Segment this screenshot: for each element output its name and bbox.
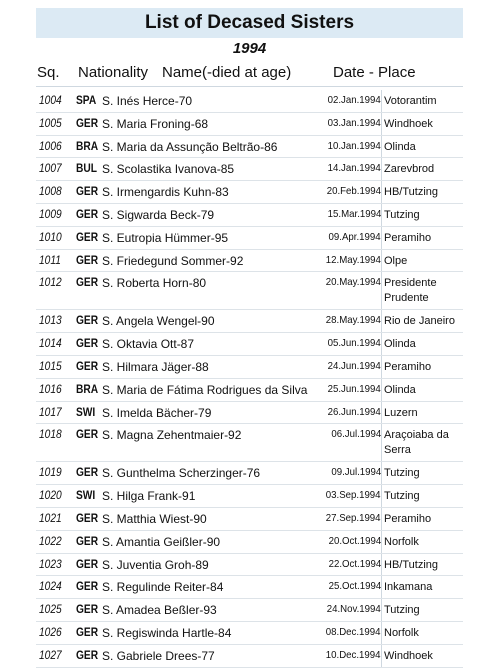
row-place: Norfolk — [384, 535, 419, 548]
row-name: S. Sigwarda Beck-79 — [102, 208, 215, 222]
column-divider — [381, 356, 382, 379]
column-divider — [381, 379, 382, 402]
table-row — [36, 557, 463, 580]
row-nationality: GER — [76, 313, 99, 328]
row-name: S. Irmengardis Kuhn-83 — [102, 185, 229, 200]
row-place: Windhoek — [384, 117, 433, 130]
row-sequence: 1017 — [39, 404, 62, 419]
table-row — [36, 405, 463, 428]
row-date: 03.Jan.1994 — [327, 116, 381, 129]
row-sequence: 1020 — [39, 488, 62, 503]
column-divider — [381, 333, 382, 356]
row-name: S. Friedegund Sommer-92 — [102, 253, 244, 268]
row-date: 15.Mar.1994 — [327, 208, 381, 220]
column-header-nationality: Nationality — [78, 64, 149, 81]
row-divider — [36, 157, 463, 158]
row-place: Olpe — [384, 254, 408, 267]
row-date: 08.Dec.1994 — [326, 626, 381, 638]
table-row — [36, 116, 463, 139]
row-name: S. Magna Zehentmaier-92 — [102, 428, 242, 443]
row-date: 27.Sep.1994 — [326, 512, 381, 524]
row-date: 24.Jun.1994 — [327, 360, 381, 372]
row-nationality: GER — [76, 184, 99, 199]
row-name: S. Angela Wengel-90 — [102, 314, 215, 329]
row-sequence: 1021 — [39, 511, 62, 525]
row-nationality: GER — [76, 511, 99, 525]
column-divider — [381, 485, 382, 508]
row-sequence: 1013 — [39, 313, 62, 328]
column-divider — [381, 272, 382, 310]
table-row — [36, 93, 463, 116]
row-nationality: BRA — [76, 381, 99, 396]
row-divider — [36, 621, 463, 622]
column-divider — [381, 181, 382, 204]
column-divider — [381, 508, 382, 531]
row-sequence: 1016 — [39, 381, 62, 396]
row-nationality: GER — [76, 336, 99, 351]
year-heading: 1994 — [232, 40, 267, 57]
table-row — [36, 230, 463, 253]
row-divider — [36, 112, 463, 113]
row-place: Rio de Janeiro — [384, 315, 455, 328]
table-row — [36, 336, 463, 359]
row-name: S. Maria Froning-68 — [102, 116, 209, 131]
row-nationality: BUL — [76, 161, 97, 176]
row-date: 05.Jun.1994 — [327, 337, 381, 350]
row-name: S. Maria de Fátima Rodrigues da Silva — [102, 382, 308, 397]
row-sequence: 1018 — [39, 427, 62, 442]
row-name: S. Juventia Groh-89 — [102, 557, 209, 572]
row-nationality: GER — [76, 427, 99, 442]
column-divider — [381, 622, 382, 645]
row-date: 25.Jun.1994 — [327, 382, 381, 395]
row-sequence: 1006 — [39, 138, 62, 153]
row-date: 09.Jul.1994 — [331, 466, 381, 479]
row-place: Peramiho — [384, 513, 432, 525]
row-place: Peramiho — [384, 231, 432, 244]
table-row — [36, 602, 463, 625]
row-sequence: 1026 — [39, 625, 62, 639]
row-place: Tutzing — [384, 604, 420, 617]
row-sequence: 1007 — [39, 161, 62, 176]
row-place: Votorantim — [384, 95, 437, 107]
row-divider — [36, 575, 463, 576]
table-row — [36, 579, 463, 602]
row-sequence: 1025 — [39, 602, 62, 617]
column-divider — [381, 204, 382, 227]
row-sequence: 1009 — [39, 207, 62, 221]
row-nationality: SWI — [76, 404, 96, 419]
row-date: 20.Oct.1994 — [328, 534, 381, 547]
table-row — [36, 427, 463, 465]
row-place: Tutzing — [384, 467, 420, 480]
row-date: 22.Oct.1994 — [328, 557, 381, 570]
table-row — [36, 488, 463, 511]
row-name: S. Regiswinda Hartle-84 — [102, 626, 232, 640]
row-place: Tutzing — [384, 209, 420, 221]
table-row — [36, 648, 463, 671]
table-row — [36, 511, 463, 534]
row-place: HB/Tutzing — [384, 186, 439, 199]
row-divider — [36, 309, 463, 310]
table-row — [36, 359, 463, 382]
row-name: S. Matthia Wiest-90 — [102, 512, 207, 526]
page-title: List of Decased Sisters — [144, 12, 355, 33]
row-divider — [36, 644, 463, 645]
row-name: S. Eutropia Hümmer-95 — [102, 230, 229, 245]
row-name: S. Imelda Bächer-79 — [102, 405, 212, 420]
table-row — [36, 207, 463, 230]
column-divider — [381, 402, 382, 425]
row-name: S. Roberta Horn-80 — [102, 276, 207, 291]
row-nationality: SWI — [76, 488, 96, 503]
column-divider — [381, 250, 382, 273]
row-nationality: GER — [76, 625, 99, 639]
row-sequence: 1008 — [39, 184, 62, 199]
row-divider — [36, 355, 463, 356]
row-divider — [36, 598, 463, 599]
row-name: S. Scolastika Ivanova-85 — [102, 162, 235, 177]
row-nationality: SPA — [76, 93, 97, 107]
row-date: 20.May.1994 — [325, 276, 381, 289]
row-place: Olinda — [384, 140, 416, 153]
row-sequence: 1005 — [39, 115, 62, 130]
row-nationality: GER — [76, 647, 99, 662]
row-nationality: GER — [76, 359, 99, 373]
row-divider — [36, 667, 463, 668]
table-row — [36, 534, 463, 557]
row-date: 28.May.1994 — [325, 314, 381, 327]
row-divider — [36, 530, 463, 531]
column-divider — [381, 599, 382, 622]
row-nationality: GER — [76, 556, 99, 571]
row-name: S. Gunthelma Scherzinger-76 — [102, 466, 261, 481]
row-place: Windhoek — [384, 649, 433, 662]
row-nationality: GER — [76, 229, 99, 244]
column-divider — [381, 227, 382, 250]
row-divider — [36, 507, 463, 508]
row-sequence: 1014 — [39, 336, 62, 351]
row-name: S. Amantia Geißler-90 — [102, 534, 221, 549]
row-divider — [36, 271, 463, 272]
row-sequence: 1012 — [39, 275, 62, 290]
row-divider — [36, 378, 463, 379]
column-divider — [381, 136, 382, 159]
row-sequence: 1015 — [39, 359, 62, 373]
row-divider — [36, 203, 463, 204]
row-place: Inkamana — [384, 581, 433, 594]
row-divider — [36, 180, 463, 181]
column-divider — [381, 462, 382, 485]
row-date: 09.Apr.1994 — [328, 230, 381, 243]
row-place: Zarevbrod — [384, 163, 435, 176]
row-date: 14.Jan.1994 — [327, 162, 381, 175]
row-nationality: GER — [76, 207, 99, 221]
row-name: S. Hilga Frank-91 — [102, 489, 196, 504]
row-nationality: GER — [76, 579, 99, 594]
row-divider — [36, 226, 463, 227]
row-nationality: BRA — [76, 138, 99, 153]
column-divider — [381, 158, 382, 181]
table-row — [36, 184, 463, 207]
row-place: Luzern — [384, 406, 418, 419]
table-row — [36, 313, 463, 336]
row-nationality: GER — [76, 533, 99, 548]
row-divider — [36, 553, 463, 554]
row-sequence: 1004 — [39, 93, 62, 107]
column-divider — [381, 531, 382, 554]
row-nationality: GER — [76, 275, 99, 290]
row-divider — [36, 484, 463, 485]
header-divider — [36, 86, 463, 87]
row-name: S. Regulinde Reiter-84 — [102, 580, 224, 595]
table-row — [36, 465, 463, 488]
row-nationality: GER — [76, 465, 99, 480]
row-place: Tutzing — [384, 490, 420, 503]
column-header-name: Name(-died at age) — [162, 64, 292, 81]
row-date: 25.Oct.1994 — [328, 580, 381, 593]
table-row — [36, 161, 463, 184]
row-date: 26.Jun.1994 — [327, 405, 381, 418]
row-date: 10.Jan.1994 — [327, 139, 381, 152]
row-nationality: GER — [76, 115, 99, 130]
row-nationality: GER — [76, 252, 99, 267]
row-sequence: 1027 — [39, 647, 62, 662]
row-sequence: 1019 — [39, 465, 62, 480]
column-header-date-place: Date - Place — [333, 64, 416, 81]
row-name: S. Inés Herce-70 — [102, 94, 193, 108]
row-place: Presidente Prudente — [384, 277, 437, 305]
table-row — [36, 382, 463, 405]
row-date: 24.Nov.1994 — [326, 603, 381, 616]
row-date: 12.May.1994 — [325, 253, 381, 266]
table-row — [36, 625, 463, 648]
row-date: 06.Jul.1994 — [331, 428, 381, 441]
row-divider — [36, 135, 463, 136]
column-divider — [381, 90, 382, 113]
row-divider — [36, 461, 463, 462]
row-date: 03.Sep.1994 — [326, 489, 381, 502]
row-name: S. Oktavia Ott-87 — [102, 337, 195, 352]
row-place: Araçoiaba da Serra — [384, 429, 449, 457]
column-divider — [381, 645, 382, 668]
row-divider — [36, 332, 463, 333]
title-bar — [36, 8, 463, 38]
row-date: 20.Feb.1994 — [326, 185, 381, 198]
row-name: S. Gabriele Drees-77 — [102, 648, 215, 663]
row-place: Norfolk — [384, 627, 419, 639]
table-row — [36, 139, 463, 162]
column-divider — [381, 424, 382, 462]
row-name: S. Maria da Assunção Beltrão-86 — [102, 139, 278, 154]
column-divider — [381, 576, 382, 599]
row-date: 02.Jan.1994 — [327, 94, 381, 106]
row-sequence: 1024 — [39, 579, 62, 594]
column-divider — [381, 113, 382, 136]
row-place: Olinda — [384, 383, 416, 396]
table-row — [36, 253, 463, 276]
column-divider — [381, 310, 382, 333]
column-header-sq: Sq. — [37, 64, 60, 81]
row-divider — [36, 401, 463, 402]
row-date: 10.Dec.1994 — [326, 648, 381, 661]
table-row — [36, 275, 463, 313]
row-sequence: 1022 — [39, 533, 62, 548]
row-name: S. Amadea Beßler-93 — [102, 603, 217, 618]
row-sequence: 1010 — [39, 229, 62, 244]
column-divider — [381, 554, 382, 577]
row-divider — [36, 423, 463, 424]
row-place: Peramiho — [384, 361, 432, 373]
row-name: S. Hilmara Jäger-88 — [102, 360, 209, 374]
row-nationality: GER — [76, 602, 99, 617]
row-divider — [36, 249, 463, 250]
row-sequence: 1023 — [39, 556, 62, 571]
row-place: HB/Tutzing — [384, 558, 439, 571]
row-place: Olinda — [384, 338, 416, 351]
row-sequence: 1011 — [39, 252, 61, 267]
